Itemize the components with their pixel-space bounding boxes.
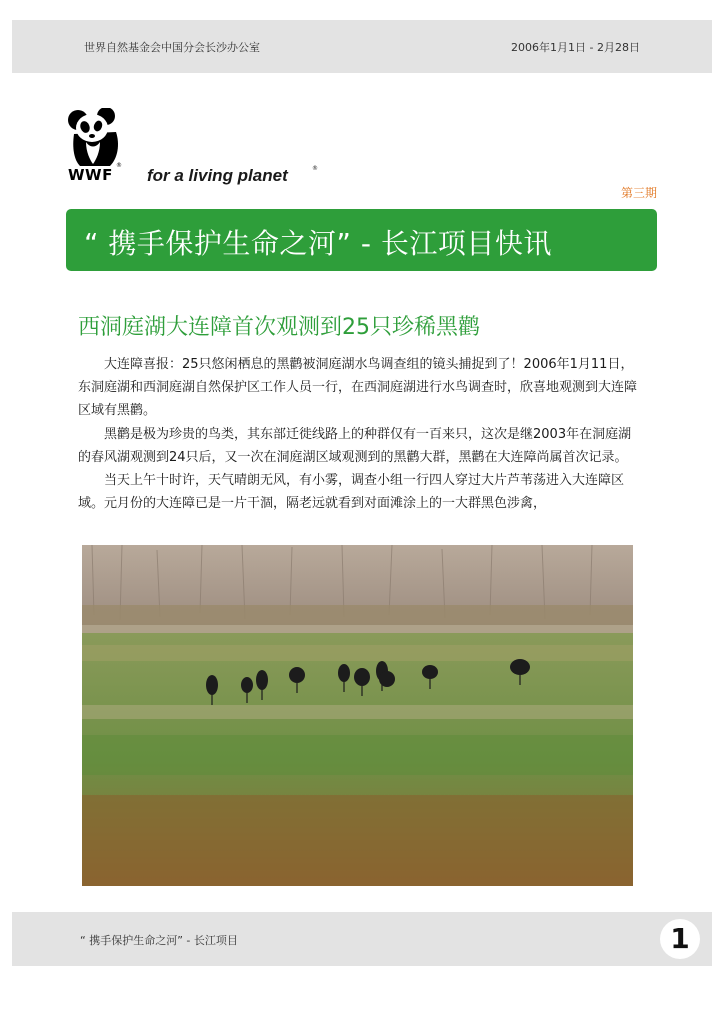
footer-bar [12, 912, 712, 966]
tagline-registered-mark: ® [312, 165, 318, 172]
wwf-wordmark: WWF [68, 166, 113, 184]
header-date-range: 2006年1月1日 - 2月28日 [511, 41, 640, 54]
article-body [78, 353, 638, 515]
issue-label: 第三期 [620, 186, 657, 200]
page-number: 1 [660, 919, 700, 959]
article-paragraph: 大连障喜报：25只悠闲栖息的黑鹳被洞庭湖水鸟调查组的镜头捕捉到了！2006年1月11日，东洞庭湖和西洞庭湖自然保护区工作人员一行，在西洞庭湖进行水鸟调查时，欣喜地观测到大连障区域有黑鹳。 [78, 357, 638, 419]
article-title: 西洞庭湖大连障首次观测到25只珍稀黑鹳 [78, 315, 480, 340]
article-paragraph: 黑鹳是极为珍贵的鸟类，其东部迁徙线路上的种群仅有一百来只，这次是继2003年在洞庭湖的春风湖观测到24只后，又一次在洞庭湖区域观测到的黑鹳大群，黑鹳在大连障尚属首次记录。 [78, 426, 632, 465]
header-organization: 世界自然基金会中国分会长沙办公室 [84, 41, 260, 54]
wwf-tagline: for a living planet [147, 166, 288, 185]
banner-title: “ 携手保护生命之河” - 长江项目快讯 [84, 227, 552, 260]
wwf-registered-mark: ® [116, 162, 122, 169]
header-bar [12, 20, 712, 73]
title-banner [66, 209, 657, 271]
black-storks-photo [82, 545, 633, 886]
footer-project-text: “ 携手保护生命之河” - 长江项目 [80, 934, 238, 947]
article-paragraph: 当天上午十时许，天气晴朗无风，有小雾，调查小组一行四人穿过大片芦苇荡进入大连障区域。元月份的大连障已是一片干涸，隔老远就看到对面滩涂上的一大群黑色涉禽， [78, 473, 625, 512]
wwf-panda-logo-icon [66, 108, 126, 168]
